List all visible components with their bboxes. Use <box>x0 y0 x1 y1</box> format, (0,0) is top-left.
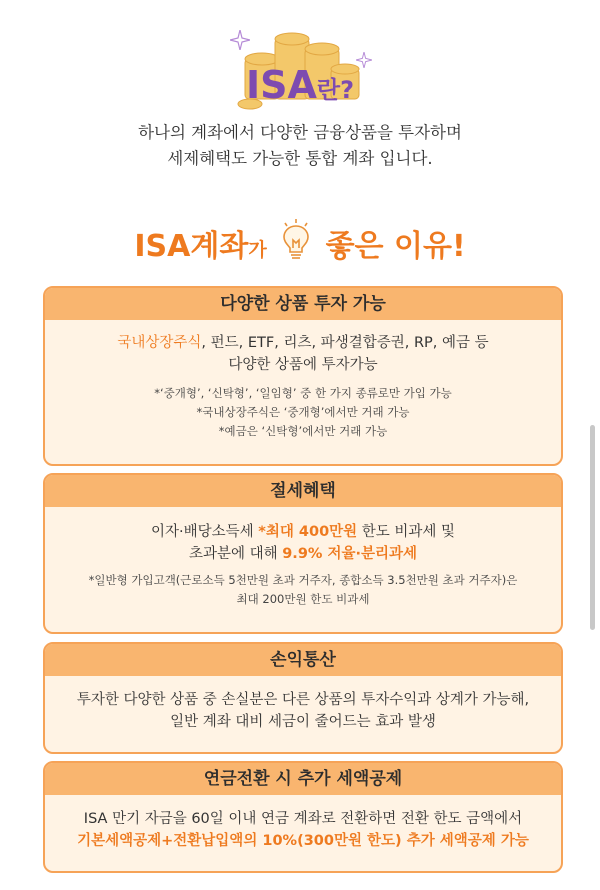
card-header: 연금전환 시 추가 세액공제 <box>45 763 561 795</box>
card-main-text-highlight: 기본세액공제+전환납입액의 10%(300만원 한도) 추가 세액공제 가능 <box>77 833 529 849</box>
card-profit-loss-offset <box>43 642 563 754</box>
card-main-text: ISA 만기 자금을 60일 이내 연금 계좌로 전환하면 전환 한도 금액에서 <box>83 811 523 827</box>
isa-title-main: ISA <box>245 63 317 107</box>
card-main-text-line2: 다양한 상품에 투자가능 <box>228 357 378 373</box>
intro-line: 하나의 계좌에서 다양한 금융상품을 투자하며 <box>138 123 462 142</box>
isa-title-suffix: 란? <box>316 76 355 104</box>
lightbulb-icon <box>279 218 313 262</box>
card-header: 절세혜택 <box>45 475 561 507</box>
card-body <box>45 320 561 451</box>
card-diverse-products <box>43 286 563 466</box>
isa-title <box>0 63 600 107</box>
scrollbar[interactable] <box>590 425 595 630</box>
card-note: *예금은 ‘신탁형’에서만 거래 가능 <box>218 424 388 438</box>
hero-section <box>0 0 600 200</box>
card-main-text <box>55 332 551 354</box>
reasons-title-part1: ISA계좌 <box>134 229 249 264</box>
card-body <box>45 795 561 862</box>
card-main-text-line2 <box>55 543 551 565</box>
highlight-text: 국내상장주식 <box>117 335 202 351</box>
main-text-part: 한도 비과세 및 <box>357 524 456 540</box>
main-text-rest: , 펀드, ETF, 리츠, 파생결합증권, RP, 예금 등 <box>201 335 489 351</box>
reasons-title <box>0 218 600 265</box>
highlight-text: 최대 400만원 <box>265 524 358 540</box>
card-main-text-line2: 일반 계좌 대비 세금이 줄어드는 효과 발생 <box>170 714 436 730</box>
isa-intro <box>0 120 600 172</box>
main-text-part: 이자·배당소득세 <box>150 524 259 540</box>
card-main-text <box>55 521 551 543</box>
reasons-title-small: 가 <box>248 239 267 261</box>
card-note: *‘중개형’, ‘신탁형’, ‘일임형’ 중 한 가지 종류로만 가입 가능 <box>154 386 452 400</box>
star-mark: * <box>258 524 266 540</box>
highlight-text: 9.9% 저율·분리과세 <box>282 546 418 562</box>
reasons-title-part2: 좋은 이유! <box>325 229 466 264</box>
card-note: 최대 200만원 한도 비과세 <box>236 592 370 606</box>
card-header: 다양한 상품 투자 가능 <box>45 288 561 320</box>
card-pension-conversion <box>43 761 563 873</box>
sparkle-icon <box>230 30 250 50</box>
card-body <box>45 676 561 743</box>
card-tax-benefit <box>43 473 563 634</box>
intro-line: 세제혜택도 가능한 통합 계좌 입니다. <box>167 149 433 168</box>
card-header: 손익통산 <box>45 644 561 676</box>
card-note: *일반형 가입고객(근로소득 5천만원 초과 거주자, 종합소득 3.5천만원 초과 거주자)은 <box>88 573 518 587</box>
card-note: *국내상장주식은 ‘중개형’에서만 거래 가능 <box>196 405 410 419</box>
card-main-text: 투자한 다양한 상품 중 손실분은 다른 상품의 투자수익과 상계가 가능해, <box>76 692 530 708</box>
main-text-part: 초과분에 대해 <box>188 546 283 562</box>
card-body <box>45 507 561 619</box>
